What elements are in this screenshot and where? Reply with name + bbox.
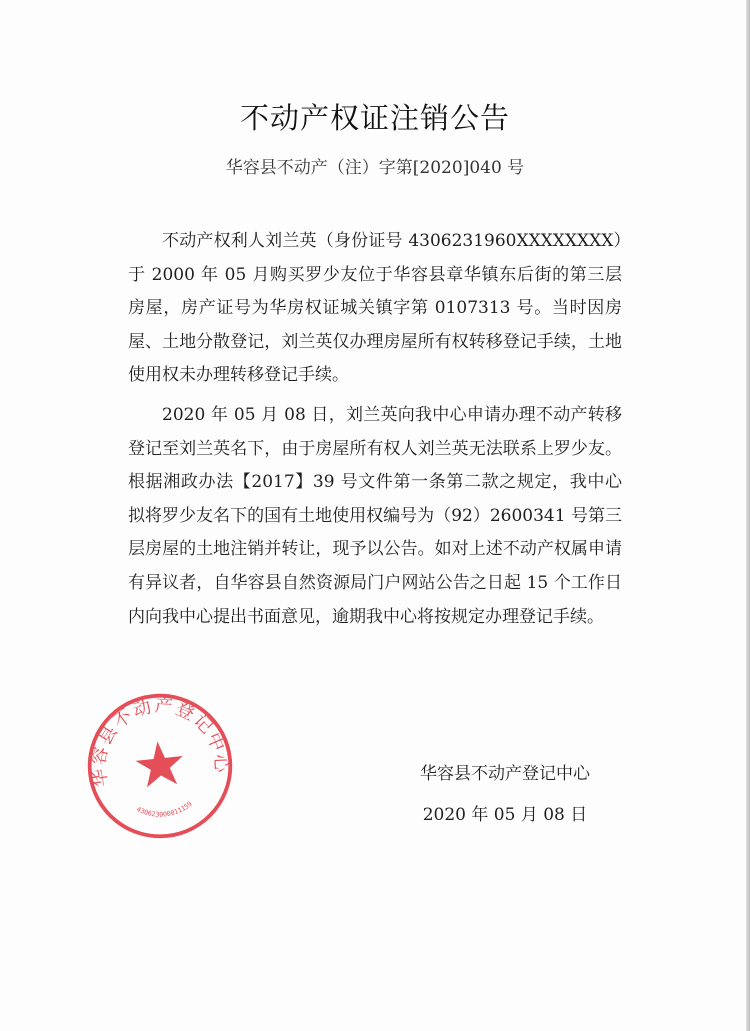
official-seal — [76, 682, 243, 849]
signature-organization: 华容县不动产登记中心 — [420, 764, 590, 784]
document-number: 华容县不动产（注）字第[2020]040 号 — [225, 158, 525, 178]
seal-text: 华容县不动产登记中心 — [88, 695, 232, 789]
signature-date: 2020 年 05 月 08 日 — [422, 805, 588, 825]
document-title: 不动产权证注销公告 — [239, 101, 510, 135]
paragraph-1: 不动产权利人刘兰英（身份证号 4306231960XXXXXXXX）于 2000 年 05 月购买罗少友位于华容县章华镇东后街的第三层房屋，房产证号为华房权证城关镇字第 0107313 号。当时因房屋、土地分散登记，刘兰英仅办理房屋所有权转移登记手续，土地使用权未办理转移登记手续。 — [128, 231, 622, 386]
paragraph-2: 2020 年 05 月 08 日，刘兰英向我中心申请办理不动产转移登记至刘兰英名下，由于房屋所有权人刘兰英无法联系上罗少友。根据湘政办法【2017】39 号文件第一条第二款之规定，我中心拟将罗少友名下的国有土地使用权编号为（92）2600341 号第三层房屋的土地注销并转让，现予以公告。如对上述不动产权属申请有异议者，自华容县自然资源局门户网站公告之日起 15 个工作日内向我中心提出书面意见，逾期我中心将按规定办理登记手续。 — [128, 404, 622, 627]
star-icon — [134, 739, 186, 788]
seal-code: 430623000011159 — [135, 799, 194, 819]
announcement-body — [128, 225, 622, 640]
